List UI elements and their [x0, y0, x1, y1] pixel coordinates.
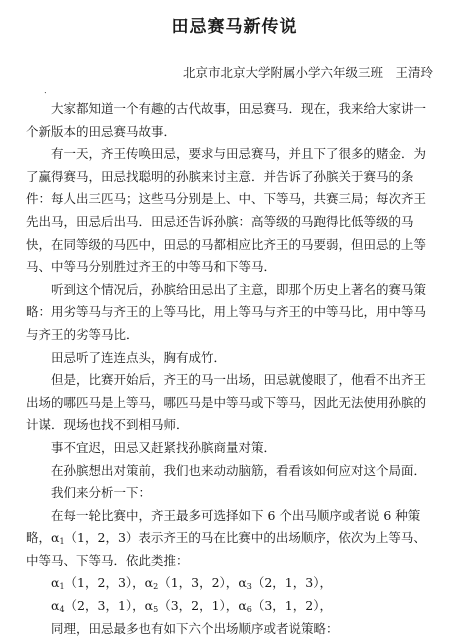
- permutation-item: [145, 598, 239, 613]
- permutation-item: [51, 575, 145, 590]
- permutation-row-2: [26, 595, 443, 618]
- text-line: 计谋．现场也找不到相马师．: [26, 417, 189, 433]
- permutation-item: [238, 575, 332, 590]
- permutation-subscript: 1: [59, 582, 65, 592]
- permutation-item: [145, 575, 239, 590]
- alpha-subscript: 1: [59, 537, 65, 547]
- permutation-symbol: α: [238, 575, 247, 591]
- text-line: 了赢得赛马，田忌找聪明的孙膑来讨主意．并告诉了孙膑关于赛马的条: [26, 168, 414, 184]
- permutation-row-1: [26, 572, 443, 595]
- permutation-symbol: α: [144, 575, 154, 591]
- permutation-symbol: α: [51, 575, 60, 591]
- alpha-prefix: 略，α: [26, 530, 60, 546]
- text-line: 田忌听了连连点头，胸有成竹．: [51, 349, 227, 365]
- text-line: 个新版本的田忌赛马故事．: [26, 123, 177, 139]
- text-line: 在孙膑想出对策前，我们也来动动脑筋，看看该如何应对这个局面．: [51, 462, 427, 478]
- permutation-symbol: α: [144, 598, 154, 614]
- article-body: [26, 98, 443, 640]
- permutation-item: [51, 598, 145, 613]
- text-line: 快，在同等级的马匹中，田忌的马都相应比齐王的马要弱，但田忌的上等: [26, 236, 427, 252]
- text-line: 出场的哪匹马是上等马，哪匹马是中等马或下等马，因此无法使用孙膑的: [26, 394, 427, 410]
- closing-line: 同理，田忌最多也有如下六个出场顺序或者说策略：: [51, 620, 339, 636]
- alpha-definition-line: [26, 527, 443, 550]
- permutation-value: （3，1，2），: [251, 598, 332, 614]
- text-line: 大家都知道一个有趣的古代故事，田忌赛马．现在，我来给大家讲一: [51, 101, 427, 116]
- permutation-value: （1，2，3），: [64, 575, 145, 591]
- permutation-value: （3，2，1），: [158, 598, 239, 614]
- permutation-subscript: 5: [153, 605, 159, 615]
- text-line: 但是，比赛开始后，齐王的马一出场，田忌就傻眼了，他看不出齐王: [51, 372, 427, 388]
- text-line: 事不宜迟，田忌又赶紧找孙膑商量对策．: [51, 439, 277, 455]
- alpha-text: （1，2，3）表示齐王的马在比赛中的出场顺序，依次为上等马、: [64, 530, 426, 546]
- text-line: 有一天，齐王传唤田忌，要求与田忌赛马，并且下了很多的赌金．为: [51, 146, 427, 162]
- text-line: 略：用劣等马与齐王的上等马比，用上等马与齐王的中等马比，用中等马: [26, 304, 427, 320]
- text-line: 马、中等马分别胜过齐王的中等马和下等马．: [26, 259, 277, 275]
- text-line: 听到这个情况后，孙膑给田忌出了主意，即那个历史上著名的赛马策: [51, 281, 427, 297]
- permutation-subscript: 6: [246, 605, 252, 615]
- text-line: 我们来分析一下：: [51, 485, 152, 501]
- permutation-subscript: 3: [246, 582, 252, 592]
- permutation-value: （2，1，3），: [251, 575, 332, 591]
- page-mark: ．: [44, 86, 54, 96]
- document-title: 田忌赛马新传说: [171, 17, 298, 37]
- permutation-subscript: 2: [153, 582, 159, 592]
- text-line: 在每一轮比赛中，齐王最多可选择如下 6 个出马顺序或者说 6 种策: [51, 507, 421, 523]
- author-line: 北京市北京大学附属小学六年级三班 王清玲: [182, 65, 433, 80]
- permutation-symbol: α: [238, 598, 247, 614]
- text-line: 与齐王的劣等马比．: [26, 326, 139, 342]
- permutation-value: （2，3，1），: [64, 598, 145, 614]
- permutation-item: [238, 598, 332, 613]
- permutation-value: （1，3，2），: [158, 575, 239, 591]
- article-lines: [26, 98, 443, 527]
- permutation-symbol: α: [51, 598, 60, 614]
- text-line: 先出马，田忌后出马．田忌还告诉孙膑：高等级的马跑得比低等级的马: [26, 213, 414, 229]
- text-line: 件：每人出三匹马；这些马分别是上、中、下等马，共赛三局；每次齐王: [26, 191, 427, 207]
- permutation-subscript: 4: [59, 605, 65, 615]
- alpha-continuation-line: 中等马、下等马．依此类推：: [26, 552, 189, 568]
